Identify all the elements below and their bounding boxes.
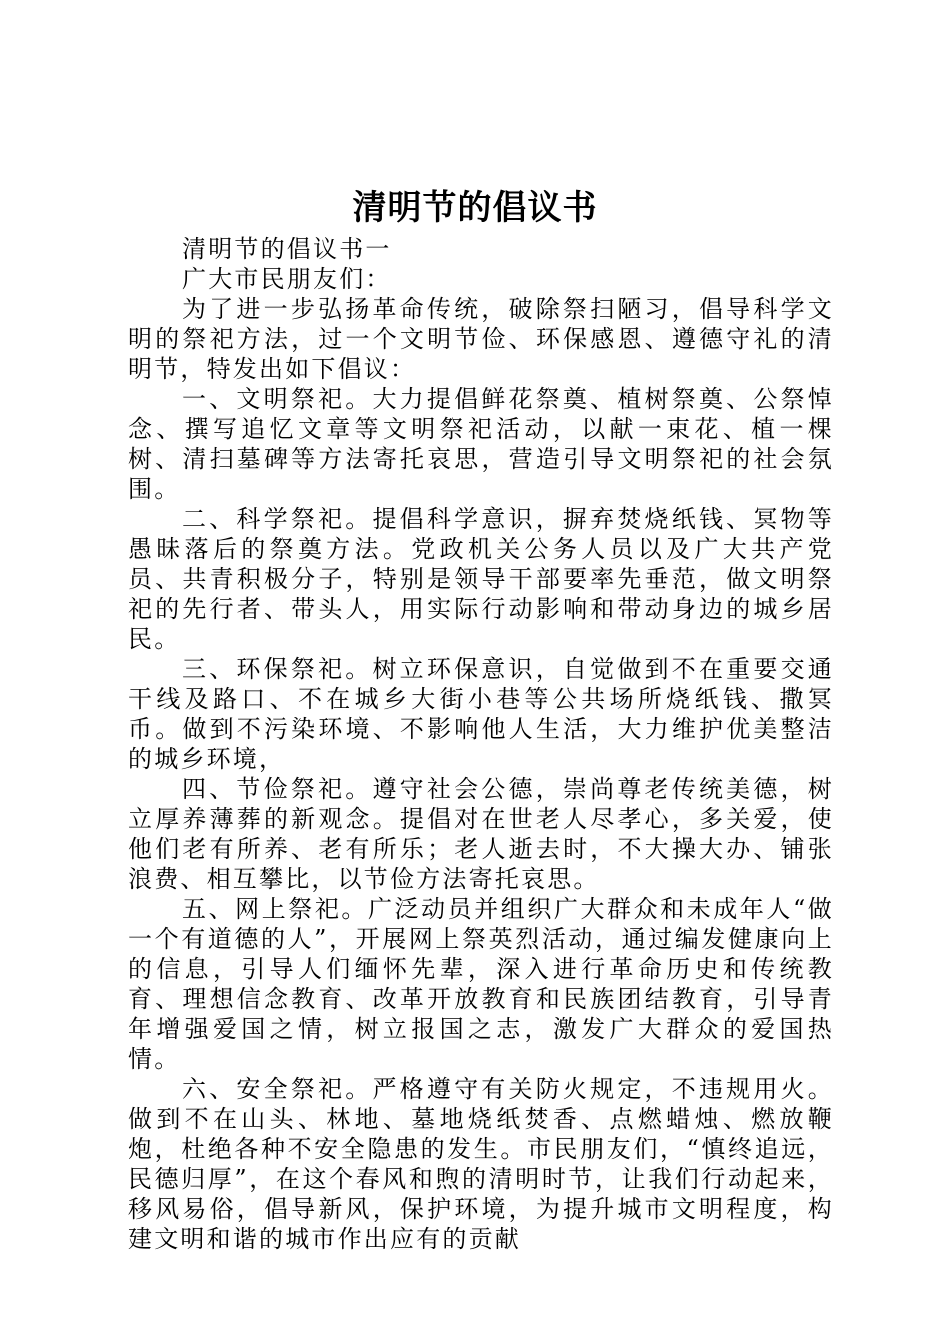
- proposal-paragraph-4: 四、节俭祭祀。遵守社会公德，崇尚尊老传统美德，树立厚养薄葬的新观念。提倡对在世老人尽孝心，多关爱，使他们老有所养、老有所乐；老人逝去时，不大操大办、铺张浪费、相互攀比，以节俭方法寄托哀思。: [128, 775, 834, 893]
- proposal-paragraph-1: 一、文明祭祀。大力提倡鲜花祭奠、植树祭奠、公祭悼念、撰写追忆文章等文明祭祀活动，以献一束花、植一棵树、清扫墓碑等方法寄托哀思，营造引导文明祭祀的社会氛围。: [128, 385, 834, 503]
- document-title: 清明节的倡议书: [352, 188, 598, 228]
- proposal-paragraph-2: 二、科学祭祀。提倡科学意识，摒弃焚烧纸钱、冥物等愚昧落后的祭奠方法。党政机关公务人员以及广大共产党员、共青积极分子，特别是领导干部要率先垂范，做文明祭祀的先行者、带头人，用实际行动影响和带动身边的城乡居民。: [128, 505, 834, 653]
- salutation-paragraph: 广大市民朋友们：: [182, 265, 392, 293]
- document-body: [128, 234, 834, 1254]
- proposal-paragraph-6: 六、安全祭祀。严格遵守有关防火规定，不违规用火。做到不在山头、林地、墓地烧纸焚香、点燃蜡烛、燃放鞭炮，杜绝各种不安全隐患的发生。市民朋友们，“慎终追远，民德归厚”，在这个春风和煦的清明时节，让我们行动起来，移风易俗，倡导新风，保护环境，为提升城市文明程度，构建文明和谐的城市作出应有的贡献: [128, 1075, 834, 1253]
- subtitle-paragraph: 清明节的倡议书一: [182, 235, 392, 263]
- intro-paragraph: 为了进一步弘扬革命传统，破除祭扫陋习，倡导科学文明的祭祀方法，过一个文明节俭、环保感恩、遵德守礼的清明节，特发出如下倡议：: [128, 295, 834, 383]
- proposal-paragraph-5: 五、网上祭祀。广泛动员并组织广大群众和未成年人“做一个有道德的人”，开展网上祭英烈活动，通过编发健康向上的信息，引导人们缅怀先辈，深入进行革命历史和传统教育、理想信念教育、改革开放教育和民族团结教育，引导青年增强爱国之情，树立报国之志，激发广大群众的爱国热情。: [128, 895, 834, 1073]
- proposal-paragraph-3: 三、环保祭祀。树立环保意识，自觉做到不在重要交通干线及路口、不在城乡大街小巷等公共场所烧纸钱、撒冥币。做到不污染环境、不影响他人生活，大力维护优美整洁的城乡环境，: [128, 655, 834, 773]
